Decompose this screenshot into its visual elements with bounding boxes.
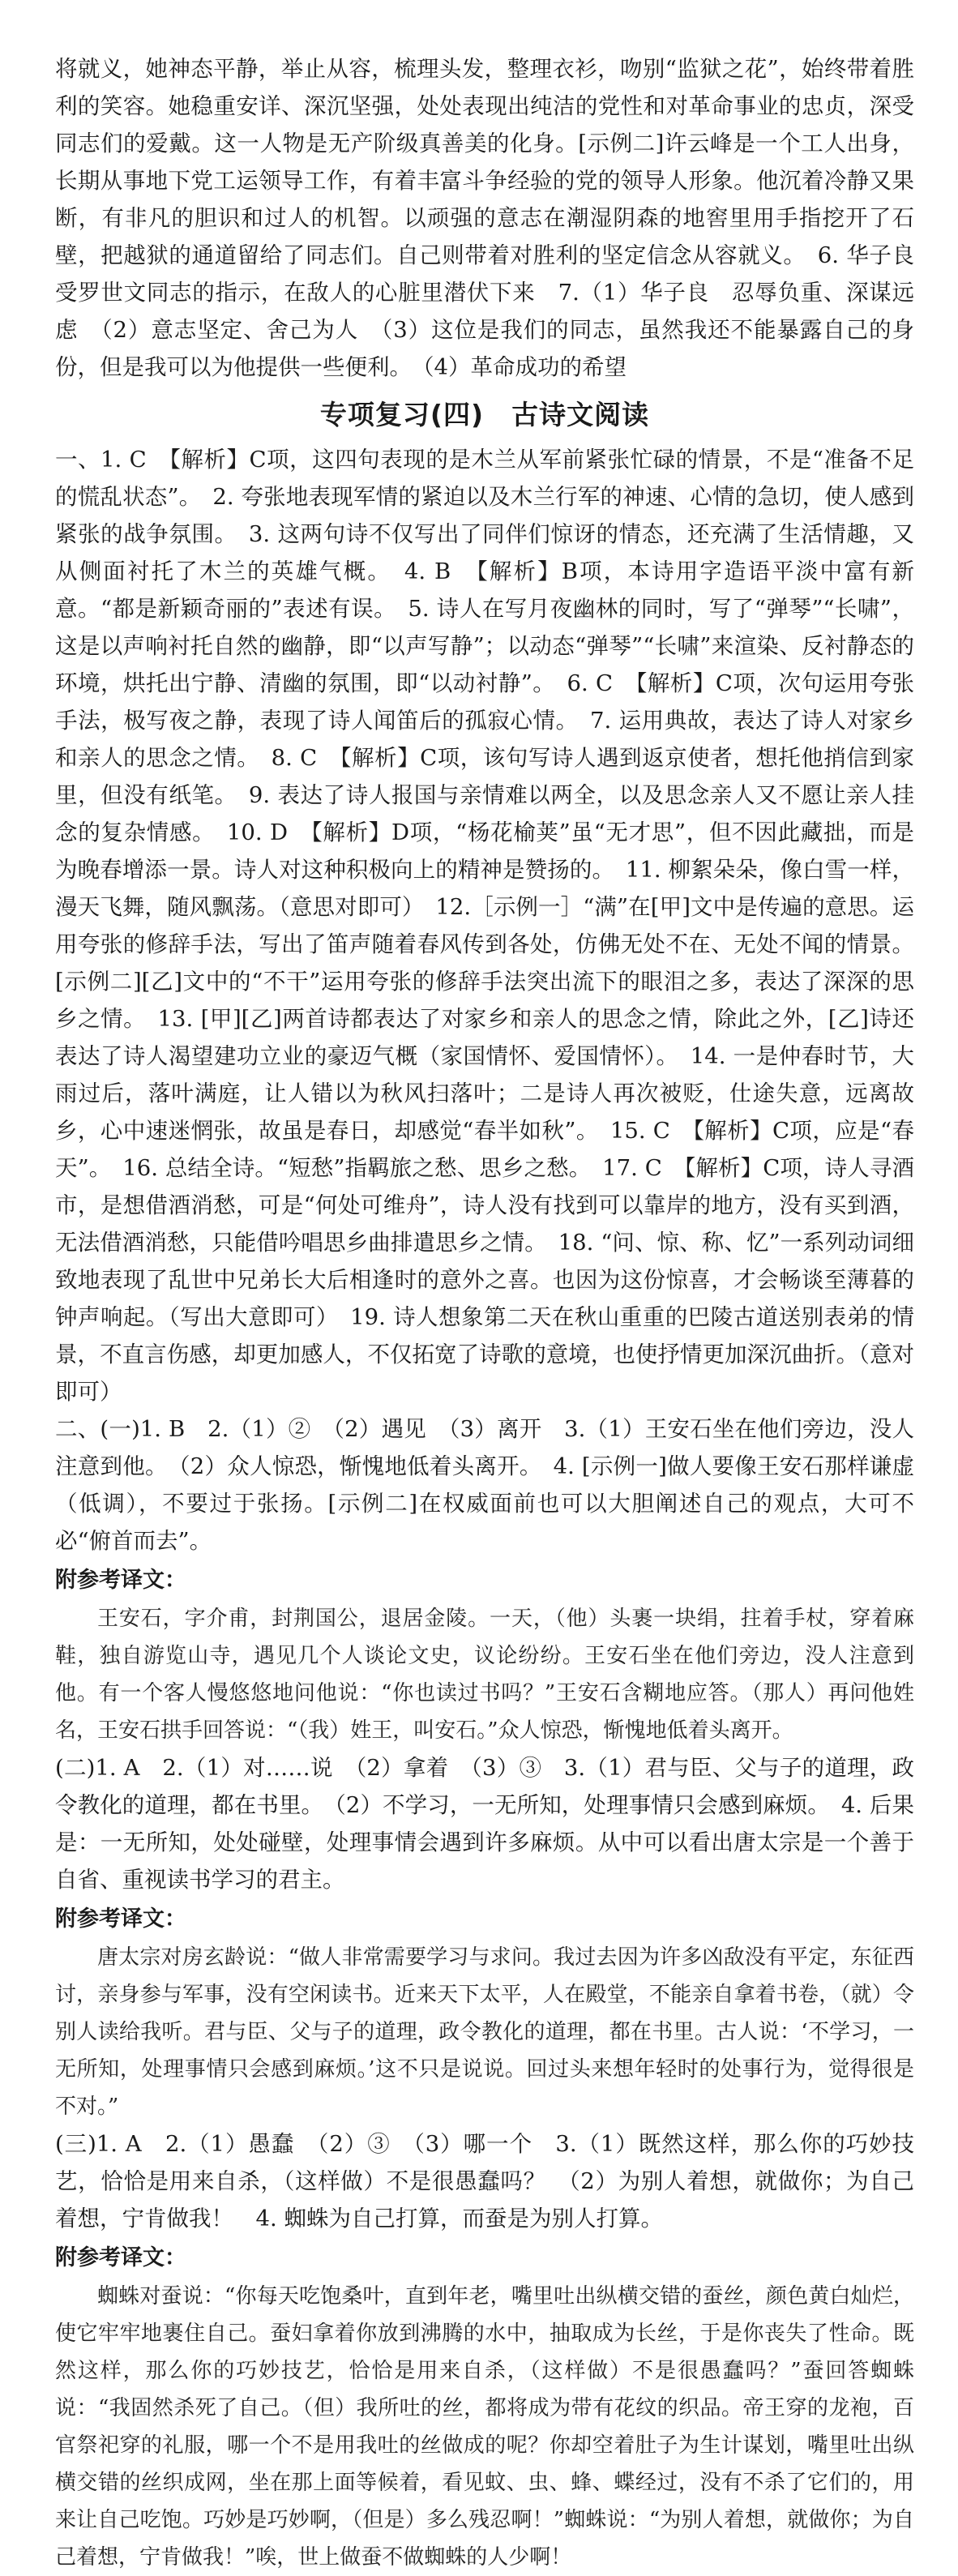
ref-translation-2: 唐太宗对房玄龄说：“做人非常需要学习与求问。我过去因为许多凶敌没有平定，东征西讨，亲身参与军事，没有空闲读书。近来天下太平，人在殿堂，不能亲自拿着书卷，（就）令别人读给我听。君与臣、父与子的道理，政令教化的道理，都在书里。古人说：‘不学习，一无所知，处理事情只会感到麻烦。’这不只是说说。回过头来想年轻时的处事行为，觉得很是不对。” [55,1945,914,2119]
ref-translation-heading-3: 附参考译文： [55,2245,186,2270]
intro-paragraph: 将就义，她神态平静，举止从容，梳理头发，整理衣衫，吻别“监狱之花”，始终带着胜利的笑容。她稳重安详、深沉坚强，处处表现出纯洁的党性和对革命事业的忠贞，深受同志们的爱戴。这一人物是无产阶级真善美的化身。[示例二]许云峰是一个工人出身，长期从事地下党工运领导工作，有着丰富斗争经验的党的领导人形象。他沉着冷静又果断，有非凡的胆识和过人的机智。以顽强的意志在潮湿阴森的地窖里用手指挖开了石壁，把越狱的通道留给了同志们。自己则带着对胜利的坚定信念从容就义。 6. 华子良 受罗世文同志的指示，在敌人的心脏里潜伏下来 7.（1）华子良 忍辱负重、深谋远虑 （2）意志坚定、舍己为人 （3）这位是我们的同志，虽然我还不能暴露自己的身份，但是我可以为他提供一些便利。 （4）革命成功的希望 [55,56,937,380]
ref-translation-heading-2: 附参考译文： [55,1906,186,1932]
ref-translation-heading-1: 附参考译文： [55,1568,186,1593]
answer-page [55,50,937,2576]
ref-translation-1: 王安石，字介甫，封荆国公，退居金陵。一天，（他）头裹一块绢，拄着手杖，穿着麻鞋，独自游览山寺，遇见几个人谈论文史，议论纷纷。王安石坐在他们旁边，没人注意到他。有一个客人慢悠悠地问他说：“你也读过书吗？”王安石含糊地应答。（那人）再问他姓名，王安石拱手回答说：“（我）姓王，叫安石。”众人惊恐，惭愧地低着头离开。 [55,1607,914,1743]
part2c-answers: (三)1. A 2.（1）愚蠢 （2）③ （3）哪一个 3.（1）既然这样，那么你的巧妙技艺，恰恰是用来自杀，（这样做）不是很愚蠢吗？ （2）为别人着想，就做你；为自己着想，宁肯做我！ 4. 蜘蛛为自己打算，而蚕是为别人打算。 [55,2131,914,2232]
part2b-answers: (二)1. A 2.（1）对……说 （2）拿着 （3）③ 3.（1）君与臣、父与子的道理，政令教化的道理，都在书里。 （2）不学习，一无所知，处理事情只会感到麻烦。 4. 后果是：一无所知，处处碰壁，处理事情会遇到许多麻烦。从中可以看出唐太宗是一个善于自省、重视读书学习的君主。 [55,1755,914,1893]
part2a-answers: 二、(一)1. B 2.（1）② （2）遇见 （3）离开 3.（1）王安石坐在他们旁边，没人注意到他。 （2）众人惊恐，惭愧地低着头离开。 4. [示例一]做人要像王安石那样谦虚（低调），不要过于张扬。[示例二]在权威面前也可以大胆阐述自己的观点，大可不必“俯首而去”。 [55,1416,914,1554]
ref-translation-3: 蜘蛛对蚕说：“你每天吃饱桑叶，直到年老，嘴里吐出纵横交错的蚕丝，颜色黄白灿烂，使它牢牢地裹住自己。蚕妇拿着你放到沸腾的水中，抽取成为长丝，于是你丧失了性命。既然这样，那么你的巧妙技艺，恰恰是用来自杀，（这样做）不是很愚蠢吗？”蚕回答蜘蛛说：“我固然杀死了自己。（但）我所吐的丝，都将成为带有花纹的织品。帝王穿的龙袍，百官祭祀穿的礼服，哪一个不是用我吐的丝做成的呢？你却空着肚子为生计谋划，嘴里吐出纵横交错的丝织成网，坐在那上面等候着，看见蚊、虫、蜂、蝶经过，没有不杀了它们的，用来让自己吃饱。巧妙是巧妙啊，（但是）多么残忍啊！”蜘蛛说：“为别人着想，就做你；为自己着想，宁肯做我！”唉，世上做蚕不做蜘蛛的人少啊！ [55,2284,914,2570]
part1-answers: 一、1. C 【解析】C项，这四句表现的是木兰从军前紧张忙碌的情景，不是“准备不足的慌乱状态”。 2. 夸张地表现军情的紧迫以及木兰行军的神速、心情的急切，使人感到紧张的战争氛围。 3. 这两句诗不仅写出了同伴们惊讶的情态，还充满了生活情趣，又从侧面衬托了木兰的英雄气概。 4. B 【解析】B项，本诗用字造语平淡中富有新意。“都是新颖奇丽的”表述有误。 5. 诗人在写月夜幽林的同时，写了“弹琴”“长啸”，这是以声响衬托自然的幽静，即“以声写静”；以动态“弹琴”“长啸”来渲染、反衬静态的环境，烘托出宁静、清幽的氛围，即“以动衬静”。 6. C 【解析】C项，次句运用夸张手法，极写夜之静，表现了诗人闻笛后的孤寂心情。 7. 运用典故，表达了诗人对家乡和亲人的思念之情。 8. C 【解析】C项，该句写诗人遇到返京使者，想托他捎信到家里，但没有纸笔。 9. 表达了诗人报国与亲情难以两全，以及思念亲人又不愿让亲人挂念的复杂情感。 10. D 【解析】D项，“杨花榆荚”虽“无才思”，但不因此藏拙，而是为晚春增添一景。诗人对这种积极向上的精神是赞扬的。 11. 柳絮朵朵，像白雪一样，漫天飞舞，随风飘荡。（意思对即可） 12.［示例一］“满”在[甲]文中是传遍的意思。运用夸张的修辞手法，写出了笛声随着春风传到各处，仿佛无处不在、无处不闻的情景。[示例二][乙]文中的“不干”运用夸张的修辞手法突出流下的眼泪之多，表达了深深的思乡之情。 13. [甲][乙]两首诗都表达了对家乡和亲人的思念之情，除此之外，[乙]诗还表达了诗人渴望建功立业的豪迈气概（家国情怀、爱国情怀）。 14. 一是仲春时节，大雨过后，落叶满庭，让人错以为秋风扫落叶；二是诗人再次被贬，仕途失意，远离故乡，心中速迷惘张，故虽是春日，却感觉“春半如秋”。 15. C 【解析】C项，应是“春天”。 16. 总结全诗。“短愁”指羁旅之愁、思乡之愁。 17. C 【解析】C项，诗人寻酒市，是想借酒消愁，可是“何处可维舟”，诗人没有找到可以靠岸的地方，没有买到酒，无法借酒消愁，只能借吟唱思乡曲排遣思乡之情。 18. “问、惊、称、忆”一系列动词细致地表现了乱世中兄弟长大后相逢时的意外之喜。也因为这份惊喜，才会畅谈至薄暮的钟声响起。（写出大意即可） 19. 诗人想象第二天在秋山重重的巴陵古道送别表弟的情景，不直言伤感，却更加感人，不仅拓宽了诗歌的意境，也使抒情更加深沉曲折。（意对即可） [55,447,914,1405]
section-title: 专项复习(四) 古诗文阅读 [319,399,650,430]
